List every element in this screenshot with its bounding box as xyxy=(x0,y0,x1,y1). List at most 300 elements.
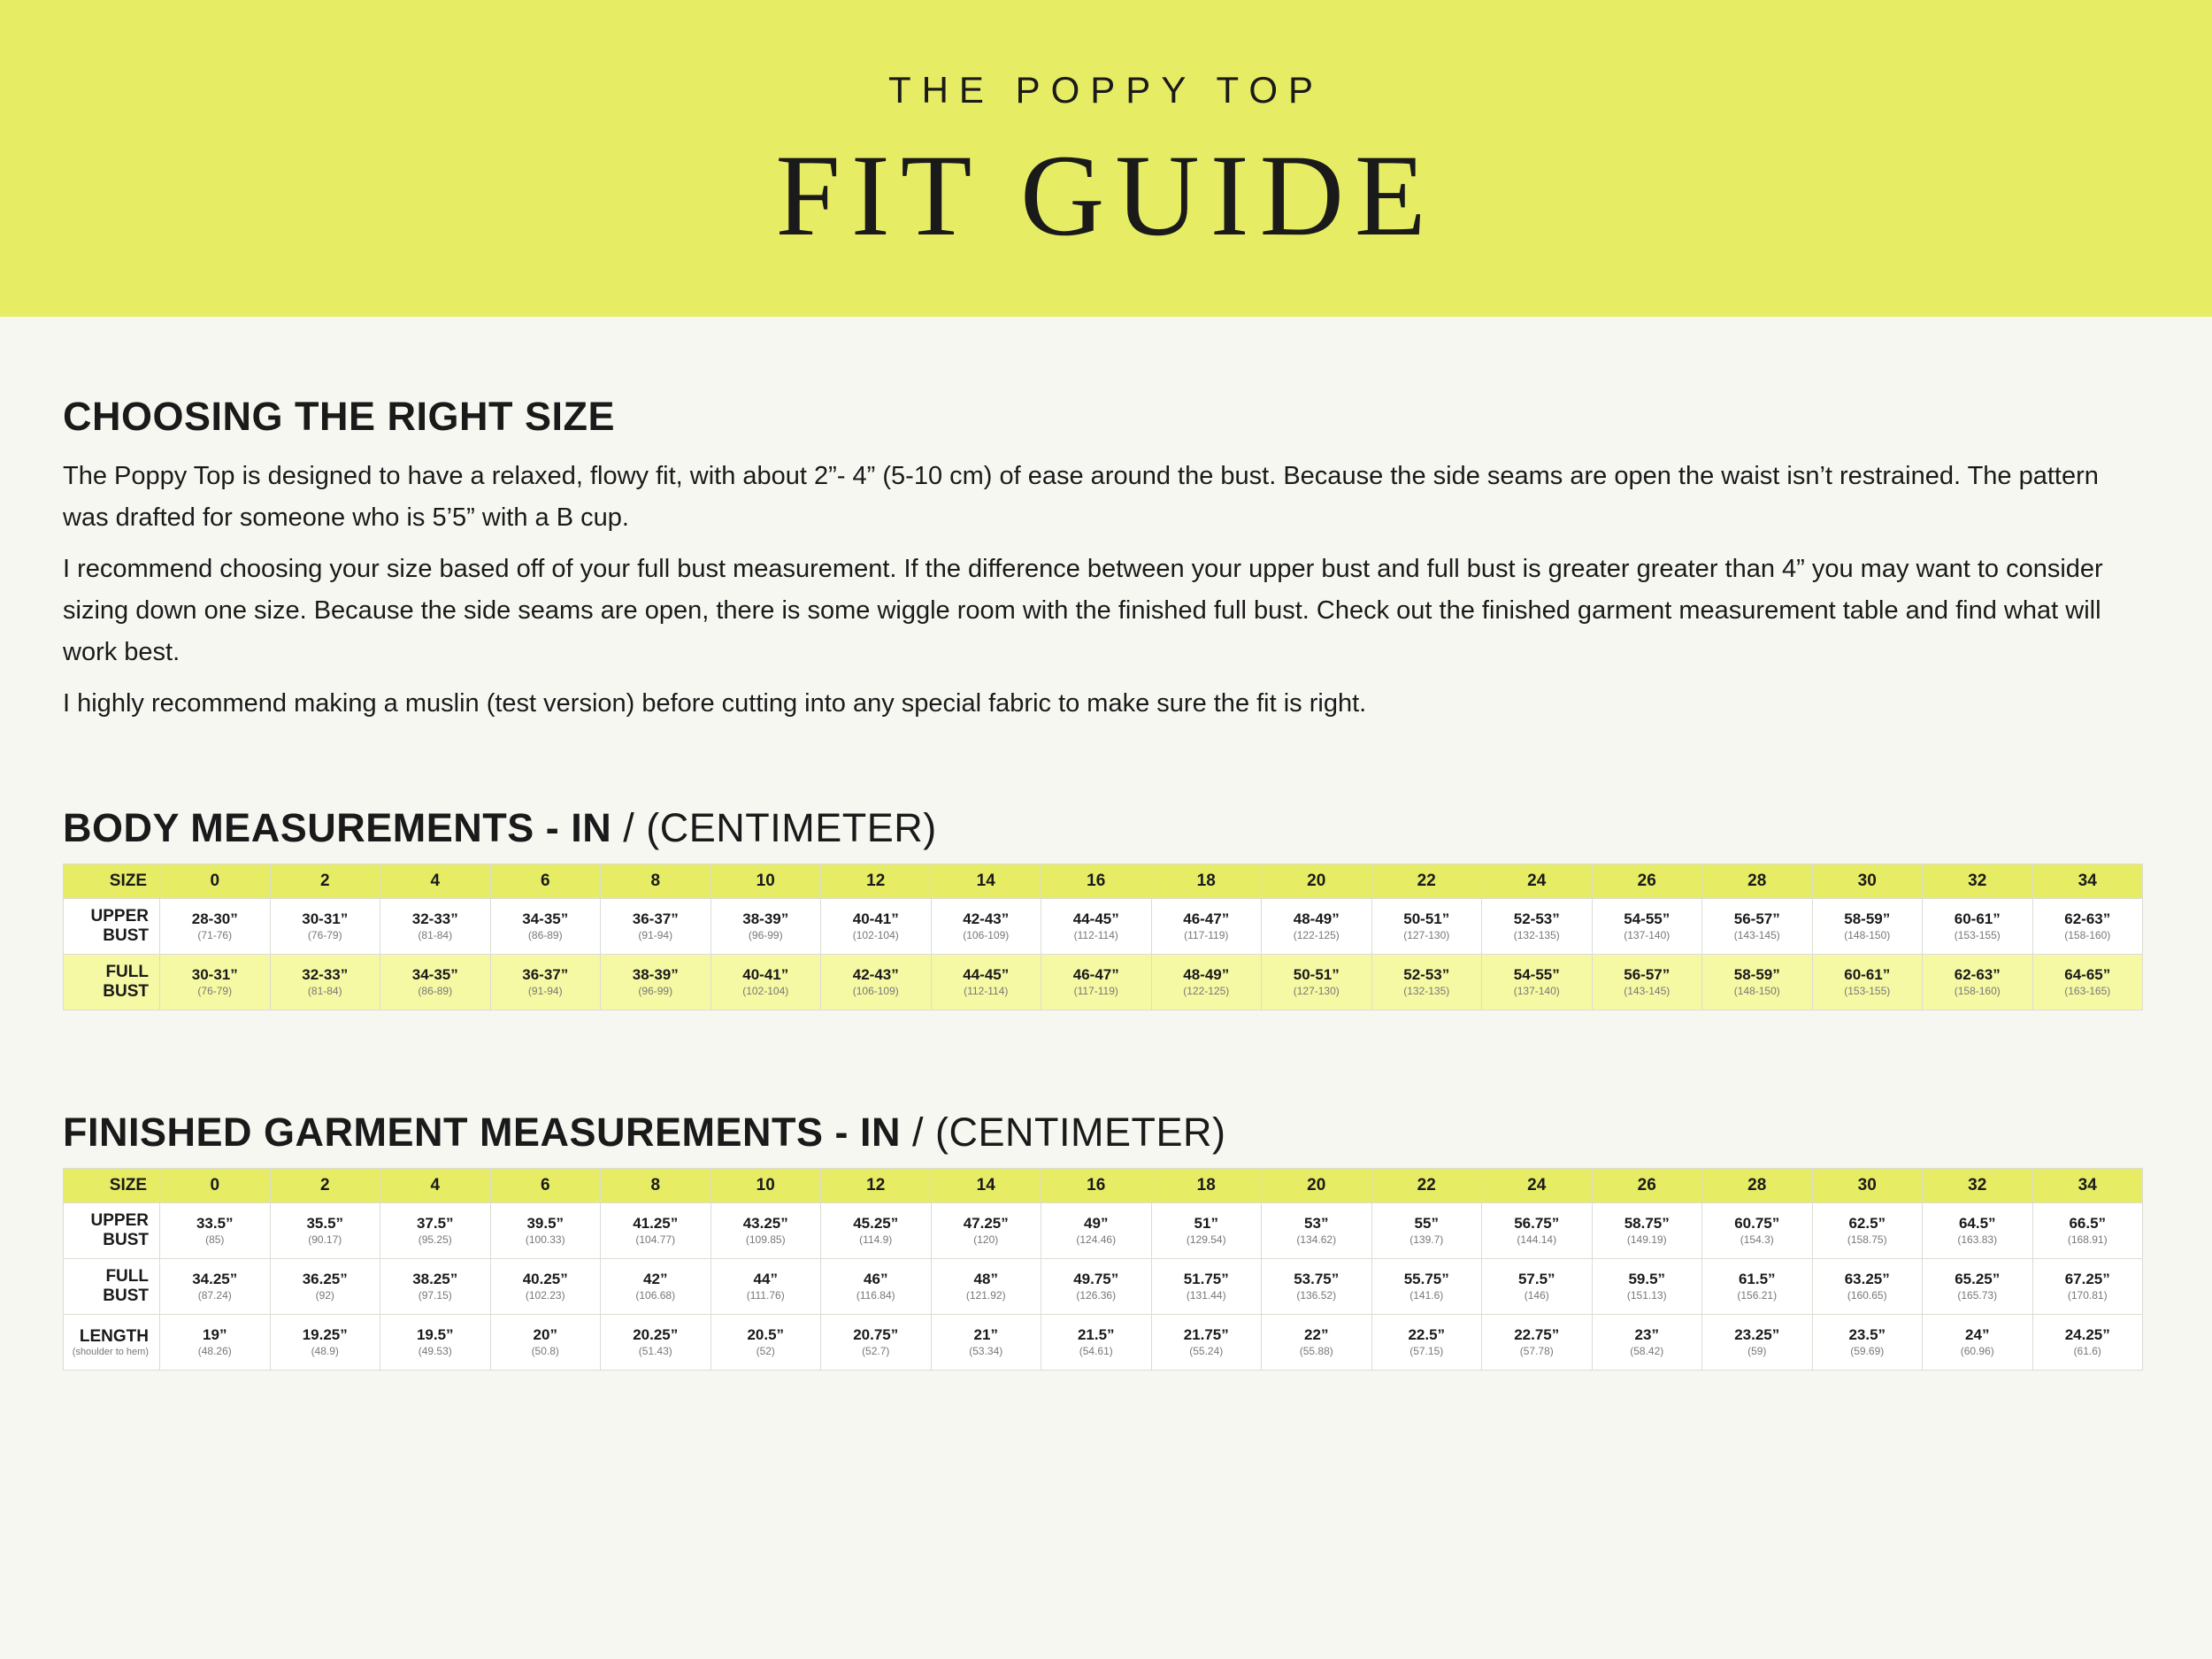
measurement-cell xyxy=(1812,899,1923,955)
measurement-cell xyxy=(821,955,932,1010)
value-inches: 36-37” xyxy=(522,966,569,983)
measurement-cell xyxy=(1923,1203,2033,1259)
size-header-cell: 14 xyxy=(931,864,1041,899)
size-header-cell: 2 xyxy=(270,1169,380,1203)
intro-paragraph-3: I highly recommend making a muslin (test version) before cutting into any special fabric to make sure the fit is right. xyxy=(63,689,1367,718)
value-inches: 30-31” xyxy=(302,910,349,927)
measurement-cell xyxy=(380,1203,491,1259)
header-banner xyxy=(0,0,2212,317)
table-row xyxy=(64,955,2143,1010)
measurement-cell xyxy=(490,955,601,1010)
value-centimeters: (60.96) xyxy=(1960,1345,1994,1357)
measurement-cell xyxy=(1482,1259,1593,1315)
value-centimeters: (158-160) xyxy=(2064,929,2111,941)
value-centimeters: (131.44) xyxy=(1186,1289,1226,1302)
value-centimeters: (57.15) xyxy=(1409,1345,1444,1357)
size-header-cell: 6 xyxy=(490,1169,601,1203)
value-centimeters: (146) xyxy=(1524,1289,1549,1302)
value-inches: 38.25” xyxy=(412,1271,458,1287)
value-centimeters: (76-79) xyxy=(307,929,342,941)
value-centimeters: (117-119) xyxy=(1073,985,1118,997)
measurement-cell xyxy=(490,899,601,955)
size-header-cell: 14 xyxy=(931,1169,1041,1203)
value-inches: 35.5” xyxy=(306,1215,344,1232)
value-centimeters: (85) xyxy=(205,1233,225,1246)
value-centimeters: (95.25) xyxy=(418,1233,452,1246)
value-centimeters: (59) xyxy=(1747,1345,1767,1357)
value-inches: 60-61” xyxy=(1954,910,2001,927)
value-centimeters: (149.19) xyxy=(1626,1233,1667,1246)
value-centimeters: (86-89) xyxy=(418,985,453,997)
value-centimeters: (87.24) xyxy=(197,1289,232,1302)
measurement-cell xyxy=(931,1259,1041,1315)
size-header-cell: 10 xyxy=(710,864,821,899)
value-centimeters: (96-99) xyxy=(638,985,673,997)
value-centimeters: (134.62) xyxy=(1296,1233,1337,1246)
size-header-cell: 26 xyxy=(1592,864,1702,899)
measurement-cell xyxy=(490,1203,601,1259)
garment-measurements-heading xyxy=(63,1110,2142,1156)
value-inches: 59.5” xyxy=(1628,1271,1666,1287)
body-measurements-heading xyxy=(63,805,2142,851)
measurement-cell xyxy=(1592,899,1702,955)
measurement-cell xyxy=(1592,1203,1702,1259)
size-header-cell: 26 xyxy=(1592,1169,1702,1203)
value-inches: 39.5” xyxy=(526,1215,565,1232)
value-centimeters: (121.92) xyxy=(965,1289,1006,1302)
value-inches: 24.25” xyxy=(2064,1326,2110,1343)
measurement-cell xyxy=(931,1203,1041,1259)
measurement-cell xyxy=(1812,1315,1923,1371)
value-centimeters: (153-155) xyxy=(1954,929,2001,941)
size-header-cell: 32 xyxy=(1923,864,2033,899)
row-label-line: LENGTH xyxy=(79,1326,149,1346)
measurement-cell xyxy=(1151,1259,1262,1315)
measurement-cell xyxy=(270,1259,380,1315)
measurement-cell xyxy=(270,1203,380,1259)
measurement-cell xyxy=(160,899,271,955)
value-inches: 36.25” xyxy=(302,1271,348,1287)
value-centimeters: (57.78) xyxy=(1519,1345,1554,1357)
value-centimeters: (100.33) xyxy=(525,1233,565,1246)
value-centimeters: (132-135) xyxy=(1403,985,1450,997)
value-inches: 58-59” xyxy=(1733,966,1780,983)
table-row xyxy=(64,1203,2143,1259)
measurement-cell xyxy=(1482,1315,1593,1371)
value-centimeters: (136.52) xyxy=(1296,1289,1337,1302)
value-centimeters: (163.83) xyxy=(1957,1233,1998,1246)
value-centimeters: (112-114) xyxy=(964,985,1009,997)
measurement-cell xyxy=(1592,1259,1702,1315)
value-inches: 46-47” xyxy=(1183,910,1230,927)
size-header-cell: 16 xyxy=(1041,864,1152,899)
measurement-cell xyxy=(2032,899,2143,955)
measurement-cell xyxy=(1482,955,1593,1010)
garment-measurements-section xyxy=(63,1110,2142,1371)
value-inches: 51.75” xyxy=(1183,1271,1229,1287)
measurement-cell xyxy=(1702,1259,1813,1315)
value-inches: 22.75” xyxy=(1514,1326,1560,1343)
value-centimeters: (55.24) xyxy=(1189,1345,1224,1357)
measurement-cell xyxy=(601,1315,711,1371)
value-inches: 44-45” xyxy=(963,966,1010,983)
value-centimeters: (58.42) xyxy=(1630,1345,1664,1357)
value-inches: 62-63” xyxy=(2064,910,2111,927)
page-title: FIT GUIDE xyxy=(775,130,1437,260)
value-inches: 40-41” xyxy=(742,966,789,983)
body-measurements-section xyxy=(63,805,2142,1010)
value-inches: 48-49” xyxy=(1183,966,1230,983)
value-centimeters: (49.53) xyxy=(418,1345,452,1357)
measurement-cell xyxy=(1262,1315,1372,1371)
measurement-cell xyxy=(1151,1203,1262,1259)
row-label-line: UPPER xyxy=(90,907,149,926)
measurement-cell xyxy=(601,899,711,955)
size-header-cell: 20 xyxy=(1262,1169,1372,1203)
measurement-cell xyxy=(270,1315,380,1371)
value-centimeters: (106.68) xyxy=(635,1289,676,1302)
measurement-cell xyxy=(1482,1203,1593,1259)
measurement-cell xyxy=(1812,1203,1923,1259)
size-header-cell: 18 xyxy=(1151,1169,1262,1203)
value-centimeters: (143-145) xyxy=(1624,985,1671,997)
value-inches: 61.5” xyxy=(1738,1271,1776,1287)
measurement-cell xyxy=(931,899,1041,955)
measurement-cell xyxy=(821,1315,932,1371)
measurement-cell xyxy=(821,899,932,955)
measurement-cell xyxy=(1262,899,1372,955)
value-centimeters: (148-150) xyxy=(1733,985,1780,997)
measurement-cell xyxy=(270,899,380,955)
value-inches: 42” xyxy=(643,1271,668,1287)
measurement-cell xyxy=(710,1259,821,1315)
size-header-cell: 24 xyxy=(1482,1169,1593,1203)
value-inches: 54-55” xyxy=(1624,910,1671,927)
value-centimeters: (129.54) xyxy=(1186,1233,1226,1246)
value-centimeters: (141.6) xyxy=(1409,1289,1444,1302)
measurement-cell xyxy=(1923,899,2033,955)
value-inches: 53.75” xyxy=(1294,1271,1340,1287)
row-label xyxy=(64,1259,160,1315)
value-centimeters: (50.8) xyxy=(531,1345,559,1357)
measurement-cell xyxy=(1371,899,1482,955)
value-centimeters: (48.9) xyxy=(311,1345,339,1357)
value-centimeters: (71-76) xyxy=(197,929,233,941)
value-inches: 24” xyxy=(1965,1326,1990,1343)
size-header-cell: 30 xyxy=(1812,1169,1923,1203)
measurement-cell xyxy=(1371,1203,1482,1259)
measurement-cell xyxy=(1041,1315,1152,1371)
measurement-cell xyxy=(1482,899,1593,955)
row-label-note: (shoulder to hem) xyxy=(72,1346,149,1357)
value-inches: 19” xyxy=(203,1326,227,1343)
value-inches: 23” xyxy=(1634,1326,1659,1343)
value-centimeters: (109.85) xyxy=(745,1233,786,1246)
value-centimeters: (127-130) xyxy=(1293,985,1340,997)
value-inches: 19.25” xyxy=(302,1326,348,1343)
size-header-cell: 10 xyxy=(710,1169,821,1203)
measurement-cell xyxy=(380,955,491,1010)
garment-heading-bold: FINISHED GARMENT MEASUREMENTS - IN xyxy=(63,1110,902,1155)
value-inches: 41.25” xyxy=(633,1215,679,1232)
value-centimeters: (124.46) xyxy=(1076,1233,1117,1246)
value-centimeters: (52) xyxy=(756,1345,775,1357)
value-inches: 56-57” xyxy=(1733,910,1780,927)
measurement-cell xyxy=(1702,1315,1813,1371)
size-header-row xyxy=(64,864,2143,899)
value-centimeters: (81-84) xyxy=(418,929,453,941)
value-inches: 22.5” xyxy=(1408,1326,1446,1343)
measurement-cell xyxy=(1151,1315,1262,1371)
measurement-cell xyxy=(2032,1259,2143,1315)
value-inches: 57.5” xyxy=(1517,1271,1555,1287)
value-centimeters: (143-145) xyxy=(1733,929,1780,941)
value-inches: 20.25” xyxy=(633,1326,679,1343)
value-inches: 49” xyxy=(1084,1215,1109,1232)
value-centimeters: (96-99) xyxy=(748,929,783,941)
value-centimeters: (97.15) xyxy=(418,1289,452,1302)
measurement-cell xyxy=(1262,1203,1372,1259)
value-inches: 33.5” xyxy=(196,1215,234,1232)
value-inches: 67.25” xyxy=(2064,1271,2110,1287)
size-header-cell: 22 xyxy=(1371,1169,1482,1203)
value-inches: 37.5” xyxy=(416,1215,454,1232)
body-measurements-table xyxy=(63,864,2143,1010)
measurement-cell xyxy=(1592,955,1702,1010)
value-centimeters: (53.34) xyxy=(969,1345,1003,1357)
value-centimeters: (59.69) xyxy=(1850,1345,1885,1357)
measurement-cell xyxy=(1592,1315,1702,1371)
page-subtitle: THE POPPY TOP xyxy=(887,69,1325,111)
row-label-line: FULL xyxy=(105,963,149,981)
size-header-cell: 8 xyxy=(601,864,711,899)
value-inches: 58-59” xyxy=(1844,910,1891,927)
value-inches: 52-53” xyxy=(1403,966,1450,983)
value-centimeters: (90.17) xyxy=(308,1233,342,1246)
size-header-cell: 12 xyxy=(821,1169,932,1203)
size-label: SIZE xyxy=(64,864,160,899)
value-centimeters: (139.7) xyxy=(1409,1233,1444,1246)
measurement-cell xyxy=(710,955,821,1010)
measurement-cell xyxy=(1151,899,1262,955)
size-label: SIZE xyxy=(64,1169,160,1203)
measurement-cell xyxy=(160,955,271,1010)
value-inches: 34.25” xyxy=(192,1271,238,1287)
measurement-cell xyxy=(931,1315,1041,1371)
measurement-cell xyxy=(160,1259,271,1315)
value-centimeters: (144.14) xyxy=(1517,1233,1557,1246)
size-header-cell: 8 xyxy=(601,1169,711,1203)
value-inches: 56-57” xyxy=(1624,966,1671,983)
value-inches: 53” xyxy=(1304,1215,1329,1232)
table-row xyxy=(64,1259,2143,1315)
size-header-cell: 18 xyxy=(1151,864,1262,899)
value-inches: 44” xyxy=(753,1271,778,1287)
value-centimeters: (81-84) xyxy=(307,985,342,997)
measurement-cell xyxy=(380,1259,491,1315)
size-header-cell: 34 xyxy=(2032,864,2143,899)
size-header-cell: 24 xyxy=(1482,864,1593,899)
garment-measurements-table xyxy=(63,1168,2143,1371)
value-inches: 40-41” xyxy=(852,910,899,927)
row-label xyxy=(64,1203,160,1259)
measurement-cell xyxy=(1923,1259,2033,1315)
measurement-cell xyxy=(380,899,491,955)
value-inches: 42-43” xyxy=(963,910,1010,927)
measurement-cell xyxy=(1041,1259,1152,1315)
value-centimeters: (112-114) xyxy=(1073,929,1118,941)
value-centimeters: (61.6) xyxy=(2073,1345,2101,1357)
value-centimeters: (122-125) xyxy=(1183,985,1230,997)
value-centimeters: (91-94) xyxy=(638,929,673,941)
measurement-cell xyxy=(1923,955,2033,1010)
value-centimeters: (127-130) xyxy=(1403,929,1450,941)
measurement-cell xyxy=(821,1203,932,1259)
value-inches: 46” xyxy=(864,1271,888,1287)
value-centimeters: (52.7) xyxy=(862,1345,890,1357)
measurement-cell xyxy=(160,1315,271,1371)
value-inches: 32-33” xyxy=(411,910,458,927)
measurement-cell xyxy=(1702,1203,1813,1259)
table-row xyxy=(64,1315,2143,1371)
row-label-line: BUST xyxy=(103,1231,149,1249)
measurement-cell xyxy=(710,1315,821,1371)
value-centimeters: (148-150) xyxy=(1844,929,1891,941)
garment-heading-light: / (CENTIMETER) xyxy=(901,1110,1226,1155)
measurement-cell xyxy=(490,1259,601,1315)
value-inches: 20.75” xyxy=(853,1326,899,1343)
value-centimeters: (165.73) xyxy=(1957,1289,1998,1302)
value-centimeters: (154.3) xyxy=(1740,1233,1774,1246)
measurement-cell xyxy=(1041,899,1152,955)
value-centimeters: (102-104) xyxy=(742,985,789,997)
value-inches: 55.75” xyxy=(1403,1271,1449,1287)
value-inches: 38-39” xyxy=(742,910,789,927)
value-centimeters: (48.26) xyxy=(197,1345,232,1357)
measurement-cell xyxy=(2032,1203,2143,1259)
size-header-cell: 34 xyxy=(2032,1169,2143,1203)
value-centimeters: (122-125) xyxy=(1293,929,1340,941)
value-centimeters: (91-94) xyxy=(527,985,563,997)
measurement-cell xyxy=(1702,899,1813,955)
measurement-cell xyxy=(380,1315,491,1371)
size-header-cell: 22 xyxy=(1371,864,1482,899)
value-inches: 34-35” xyxy=(411,966,458,983)
value-inches: 64-65” xyxy=(2064,966,2111,983)
value-inches: 64.5” xyxy=(1958,1215,1996,1232)
measurement-cell xyxy=(710,899,821,955)
value-inches: 62.5” xyxy=(1848,1215,1886,1232)
size-header-cell: 30 xyxy=(1812,864,1923,899)
row-label-line: BUST xyxy=(103,982,149,1001)
value-centimeters: (170.81) xyxy=(2067,1289,2108,1302)
value-inches: 51” xyxy=(1194,1215,1218,1232)
measurement-cell xyxy=(821,1259,932,1315)
measurement-cell xyxy=(160,1203,271,1259)
measurement-cell xyxy=(1923,1315,2033,1371)
value-inches: 34-35” xyxy=(522,910,569,927)
value-inches: 42-43” xyxy=(852,966,899,983)
value-inches: 36-37” xyxy=(632,910,679,927)
measurement-cell xyxy=(931,955,1041,1010)
value-inches: 23.5” xyxy=(1848,1326,1886,1343)
value-inches: 62-63” xyxy=(1954,966,2001,983)
value-inches: 48-49” xyxy=(1293,910,1340,927)
table-row xyxy=(64,899,2143,955)
value-centimeters: (156.21) xyxy=(1737,1289,1778,1302)
body-heading-bold: BODY MEASUREMENTS - IN xyxy=(63,805,612,850)
value-inches: 65.25” xyxy=(1955,1271,2001,1287)
value-inches: 55” xyxy=(1414,1215,1439,1232)
measurement-cell xyxy=(1371,1315,1482,1371)
value-centimeters: (111.76) xyxy=(746,1289,785,1302)
measurement-cell xyxy=(601,1259,711,1315)
value-inches: 19.5” xyxy=(416,1326,454,1343)
value-inches: 66.5” xyxy=(2069,1215,2107,1232)
value-centimeters: (106-109) xyxy=(852,985,899,997)
value-inches: 38-39” xyxy=(632,966,679,983)
value-inches: 23.25” xyxy=(1734,1326,1780,1343)
intro-paragraph-2: I recommend choosing your size based off of your full bust measurement. If the difference between your upper bust and full bust is greater greater than 4” you may want to consider sizing down one size. Because the side seams are open, there is some wiggle room with the finished full bust. Check out the finished garment measurement table and find what will work best. xyxy=(63,555,2103,666)
value-inches: 30-31” xyxy=(191,966,238,983)
value-centimeters: (116.84) xyxy=(856,1289,895,1302)
size-header-cell: 28 xyxy=(1702,864,1813,899)
value-inches: 52-53” xyxy=(1513,910,1560,927)
value-inches: 21.75” xyxy=(1183,1326,1229,1343)
value-centimeters: (151.13) xyxy=(1626,1289,1667,1302)
size-header-row xyxy=(64,1169,2143,1203)
value-centimeters: (158.75) xyxy=(1847,1233,1887,1246)
value-inches: 43.25” xyxy=(742,1215,788,1232)
size-header-cell: 4 xyxy=(380,1169,491,1203)
row-label-line: UPPER xyxy=(90,1211,149,1230)
size-header-cell: 6 xyxy=(490,864,601,899)
value-inches: 63.25” xyxy=(1844,1271,1890,1287)
value-inches: 44-45” xyxy=(1072,910,1119,927)
value-centimeters: (55.88) xyxy=(1299,1345,1333,1357)
value-inches: 58.75” xyxy=(1624,1215,1670,1232)
measurement-cell xyxy=(1812,955,1923,1010)
value-inches: 54-55” xyxy=(1513,966,1560,983)
size-header-cell: 28 xyxy=(1702,1169,1813,1203)
value-inches: 20.5” xyxy=(747,1326,785,1343)
row-label xyxy=(64,955,160,1010)
value-centimeters: (104.77) xyxy=(635,1233,676,1246)
value-centimeters: (158-160) xyxy=(1954,985,2001,997)
value-centimeters: (126.36) xyxy=(1076,1289,1117,1302)
measurement-cell xyxy=(601,1203,711,1259)
value-inches: 21.5” xyxy=(1077,1326,1115,1343)
value-inches: 50-51” xyxy=(1293,966,1340,983)
value-centimeters: (51.43) xyxy=(638,1345,672,1357)
value-centimeters: (120) xyxy=(973,1233,999,1246)
measurement-cell xyxy=(1371,955,1482,1010)
value-centimeters: (117-119) xyxy=(1184,929,1229,941)
value-inches: 40.25” xyxy=(522,1271,568,1287)
value-centimeters: (92) xyxy=(315,1289,334,1302)
value-inches: 56.75” xyxy=(1514,1215,1560,1232)
measurement-cell xyxy=(1041,1203,1152,1259)
row-label xyxy=(64,1315,160,1371)
value-inches: 21” xyxy=(973,1326,998,1343)
measurement-cell xyxy=(490,1315,601,1371)
size-header-cell: 0 xyxy=(160,864,271,899)
value-inches: 47.25” xyxy=(963,1215,1009,1232)
value-inches: 45.25” xyxy=(853,1215,899,1232)
intro-paragraph-1: The Poppy Top is designed to have a relaxed, flowy fit, with about 2”- 4” (5-10 cm) of ease around the bust. Because the side seams are open the waist isn’t restrained. The pattern was drafted for someone who is 5’5” with a B cup. xyxy=(63,462,2099,532)
value-centimeters: (153-155) xyxy=(1844,985,1891,997)
value-centimeters: (132-135) xyxy=(1513,929,1560,941)
